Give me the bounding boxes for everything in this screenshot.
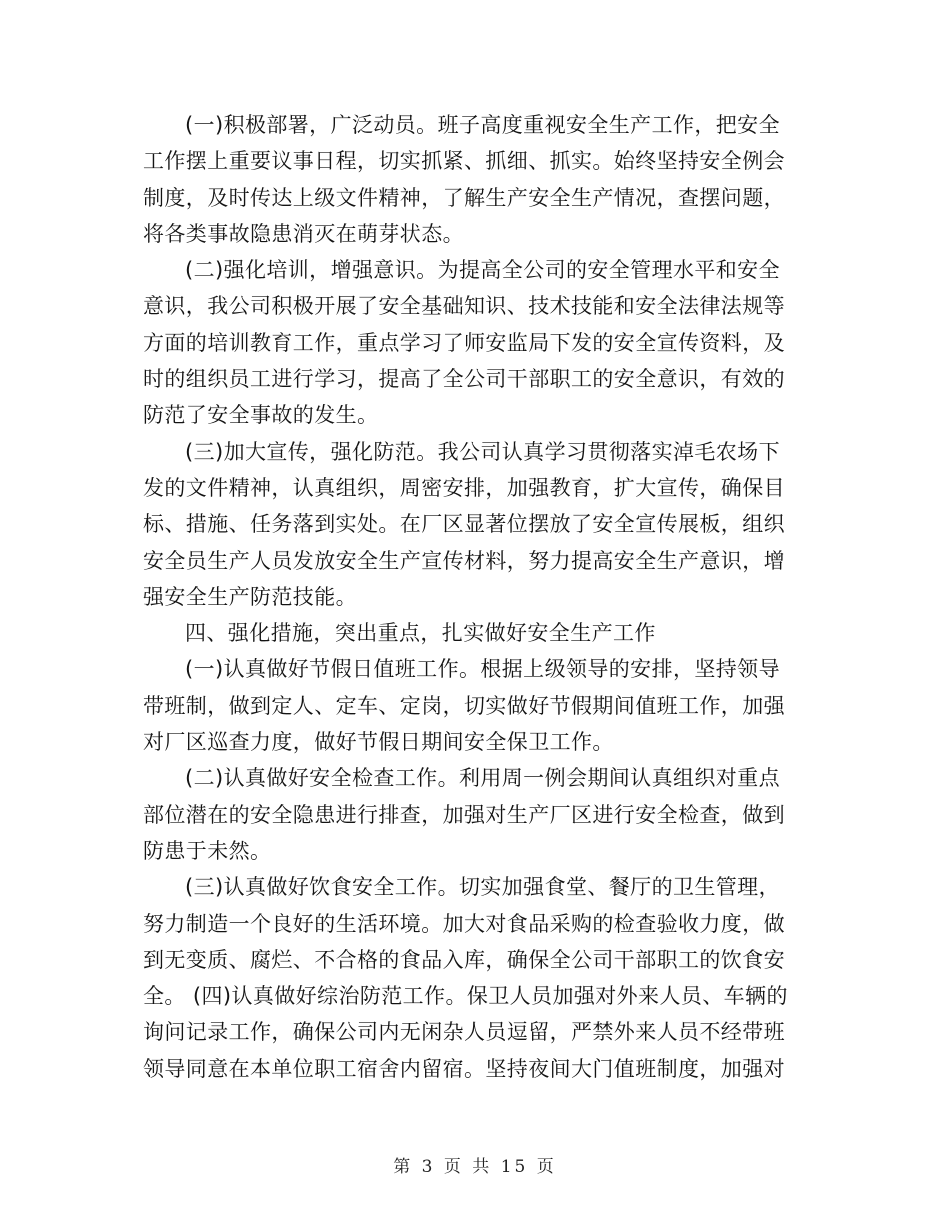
document-body [143,107,803,1087]
text-line: (三)认真做好饮食安全工作。切实加强食堂、餐厅的卫生管理， [185,875,780,900]
text-line: 意识，我公司积极开展了安全基础知识、技术技能和安全法律法规等 [143,294,785,319]
text-line: (三)加大宣传，强化防范。我公司认真学习贯彻落实淖毛农场下 [185,439,780,464]
text-line: 安全员生产人员发放安全生产宣传材料，努力提高安全生产意识，增 [143,548,785,573]
text-line: 带班制，做到定人、定车、定岗，切实做好节假期间值班工作，加强 [143,693,785,718]
text-line: (二)认真做好安全检查工作。利用周一例会期间认真组织对重点 [185,766,780,791]
text-line: 部位潜在的安全隐患进行排查，加强对生产厂区进行安全检查，做到 [143,802,785,827]
text-line: 领导同意在本单位职工宿舍内留宿。坚持夜间大门值班制度，加强对 [143,1056,785,1081]
text-line: 对厂区巡查力度，做好节假日期间安全保卫工作。 [143,730,614,755]
page-number-footer: 第 3 页 共 15 页 [393,1157,557,1177]
text-line: 防范了安全事故的发生。 [143,403,379,428]
text-line: 发的文件精神，认真组织，周密安排，加强教育，扩大宣传，确保目 [143,475,785,500]
text-line: 方面的培训教育工作，重点学习了师安监局下发的安全宣传资料，及 [143,330,785,355]
text-line: (一)认真做好节假日值班工作。根据上级领导的安排，坚持领导 [185,657,780,682]
text-line: 到无变质、腐烂、不合格的食品入库，确保全公司干部职工的饮食安 [143,947,785,972]
text-line: 将各类事故隐患消灭在萌芽状态。 [143,221,464,246]
text-line: 询问记录工作，确保公司内无闲杂人员逗留，严禁外来人员不经带班 [143,1020,785,1045]
text-line: 全。 (四)认真做好综治防范工作。保卫人员加强对外来人员、车辆的 [143,984,788,1009]
text-line: 四、强化措施，突出重点，扎实做好安全生产工作 [185,621,656,646]
text-line: 时的组织员工进行学习，提高了全公司干部职工的安全意识，有效的 [143,367,785,392]
text-line: 工作摆上重要议事日程，切实抓紧、抓细、抓实。始终坚持安全例会 [143,149,785,174]
text-line: 努力制造一个良好的生活环境。加大对食品采购的检查验收力度，做 [143,911,785,936]
text-line: 防患于未然。 [143,838,272,863]
text-line: (一)积极部署，广泛动员。班子高度重视安全生产工作，把安全 [185,113,780,137]
text-line: 强安全生产防范技能。 [143,584,357,609]
text-line: 制度，及时传达上级文件精神，了解生产安全生产情况，查摆问题， [143,185,785,210]
text-line: 标、措施、任务落到实处。在厂区显著位摆放了安全宣传展板，组织 [143,512,785,537]
text-line: (二)强化培训，增强意识。为提高全公司的安全管理水平和安全 [185,258,780,283]
